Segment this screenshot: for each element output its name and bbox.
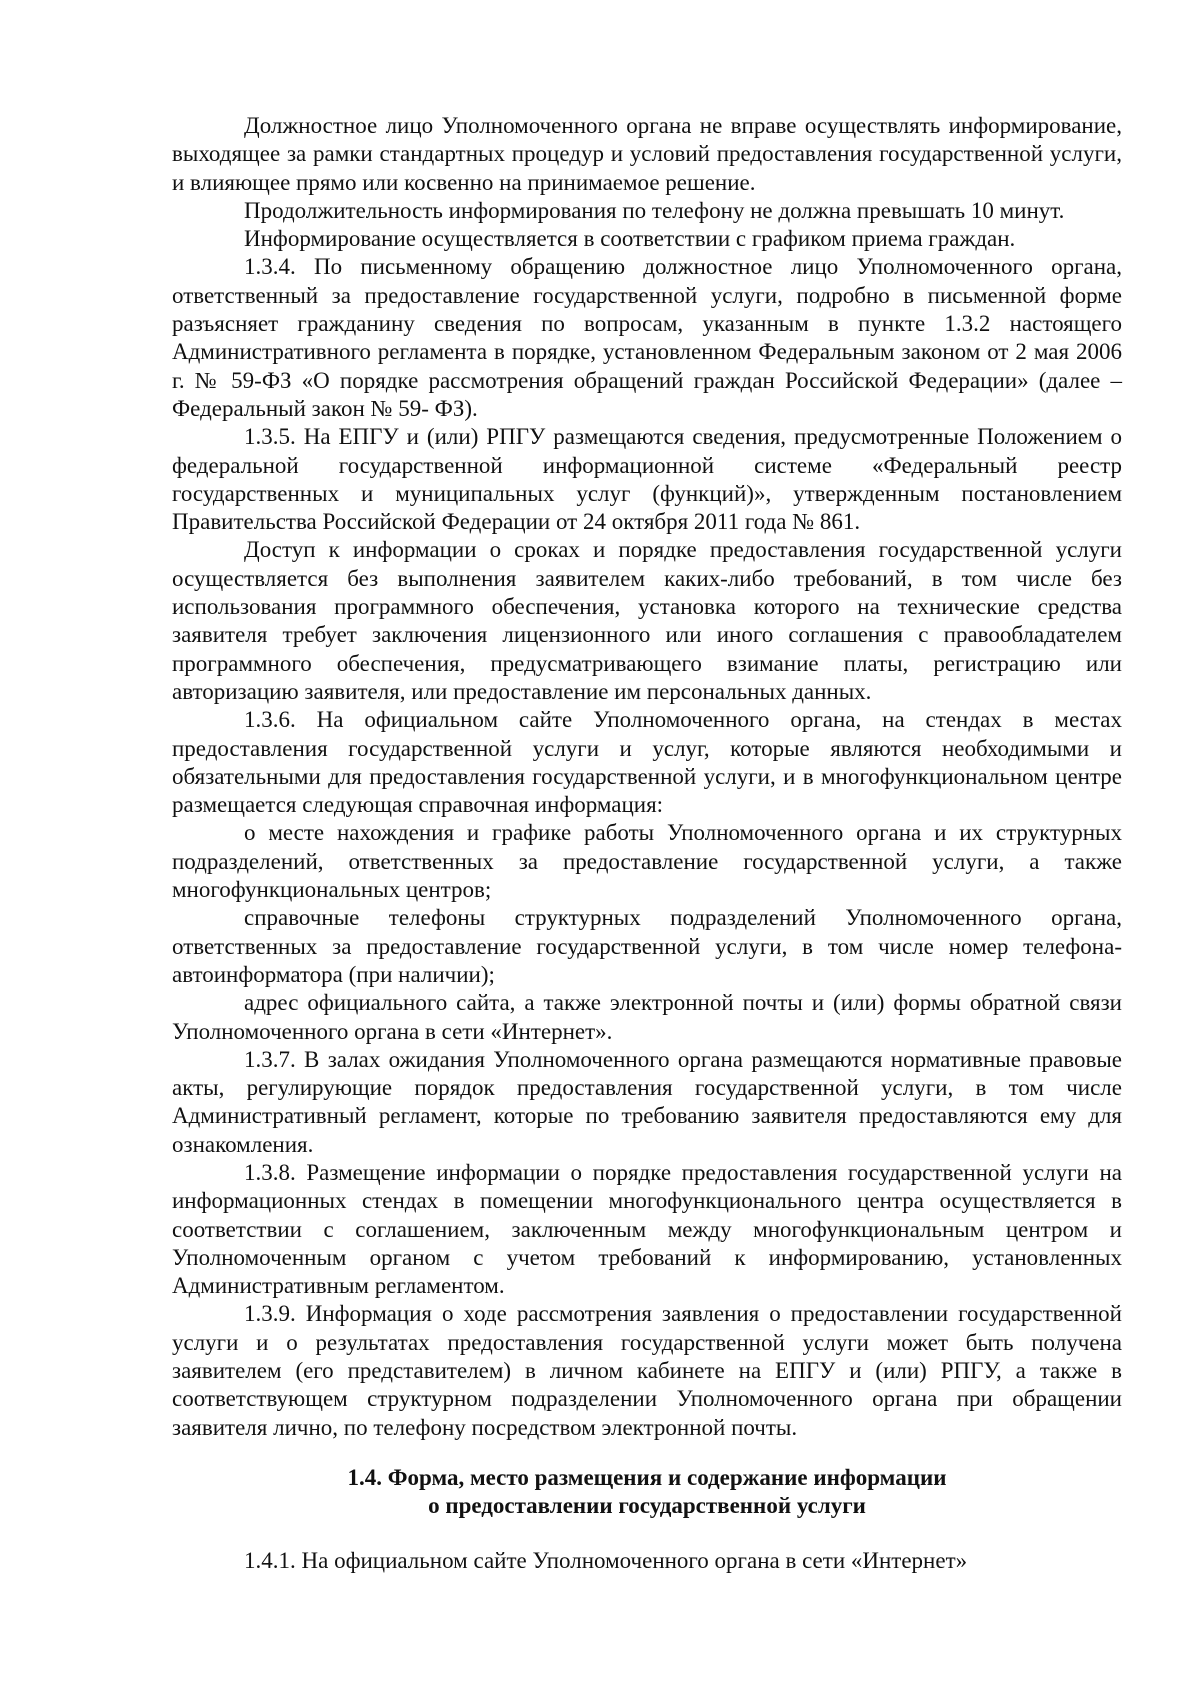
- paragraph: адрес официального сайта, а также электронной почты и (или) формы обратной связи Уполномоченного органа в сети «Интернет».: [172, 990, 1122, 1044]
- section-heading-line-2: о предоставлении государственной услуги: [428, 1493, 866, 1519]
- paragraph: Должностное лицо Уполномоченного органа не вправе осуществлять информирование, выходящее за рамки стандартных процедур и условий предоставления государственной услуги, и влияющее прямо или косвенно на принимаемое решение.: [172, 113, 1122, 195]
- paragraph: 1.3.6. На официальном сайте Уполномоченного органа, на стендах в местах предоставления государственной услуги и услуг, которые являются необходимыми и обязательными для предоставления государственной услуги, и в многофункциональном центре размещается следующая справочная информация:: [172, 707, 1122, 818]
- paragraph: о месте нахождения и графике работы Уполномоченного органа и их структурных подразделений, ответственных за предоставление государственной услуги, а также многофункциональных центров;: [172, 820, 1122, 903]
- paragraph: Продолжительность информирования по телефону не должна превышать 10 минут.: [244, 197, 1065, 223]
- section-heading: [172, 1464, 1122, 1521]
- paragraph: 1.3.5. На ЕПГУ и (или) РПГУ размещаются сведения, предусмотренные Положением о федеральной государственной информационной системе «Федеральный реестр государственных и муниципальных услуг (функций)», утвержденным постановлением Правительства Российской Федерации от 24 октября 2011 года № 861.: [172, 424, 1122, 535]
- paragraph: 1.3.9. Информация о ходе рассмотрения заявления о предоставлении государственной услуги и о результатах предоставления государственной услуги может быть получена заявителем (его представителем) в личном кабинете на ЕПГУ и (или) РПГУ, а также в соответствующем структурном подразделении Уполномоченного органа при обращении заявителя лично, по телефону посредством электронной почты.: [172, 1301, 1122, 1440]
- paragraph: 1.3.7. В залах ожидания Уполномоченного органа размещаются нормативные правовые акты, регулирующие порядок предоставления государственной услуги, в том числе Административный регламент, которые по требованию заявителя предоставляются ему для ознакомления.: [172, 1046, 1122, 1157]
- paragraph: Информирование осуществляется в соответствии с графиком приема граждан.: [244, 226, 1016, 252]
- section-heading-line-1: 1.4. Форма, место размещения и содержание информации: [347, 1464, 947, 1490]
- paragraph: 1.4.1. На официальном сайте Уполномоченного органа в сети «Интернет»: [244, 1547, 968, 1573]
- paragraph: 1.3.4. По письменному обращению должностное лицо Уполномоченного органа, ответственный за предоставление государственной услуги, подробно в письменной форме разъясняет гражданину сведения по вопросам, указанным в пункте 1.3.2 настоящего Административного регламента в порядке, установленном Федеральным законом от 2 мая 2006 г. № 59-ФЗ «О порядке рассмотрения обращений граждан Российской Федерации» (далее – Федеральный закон № 59- ФЗ).: [172, 254, 1122, 421]
- paragraph: Доступ к информации о сроках и порядке предоставления государственной услуги осуществляется без выполнения заявителем каких-либо требований, в том числе без использования программного обеспечения, установка которого на технические средства заявителя требует заключения лицензионного или иного соглашения с правообладателем программного обеспечения, предусматривающего взимание платы, регистрацию или авторизацию заявителя, или предоставление им персональных данных.: [172, 537, 1122, 704]
- document-page: [172, 112, 1122, 1575]
- paragraph: справочные телефоны структурных подразделений Уполномоченного органа, ответственных за предоставление государственной услуги, в том числе номер телефона-автоинформатора (при наличии);: [172, 905, 1122, 987]
- paragraph: 1.3.8. Размещение информации о порядке предоставления государственной услуги на информационных стендах в помещении многофункционального центра осуществляется в соответствии с соглашением, заключенным между многофункциональным центром и Уполномоченным органом с учетом требований к информированию, установленных Административным регламентом.: [172, 1159, 1122, 1299]
